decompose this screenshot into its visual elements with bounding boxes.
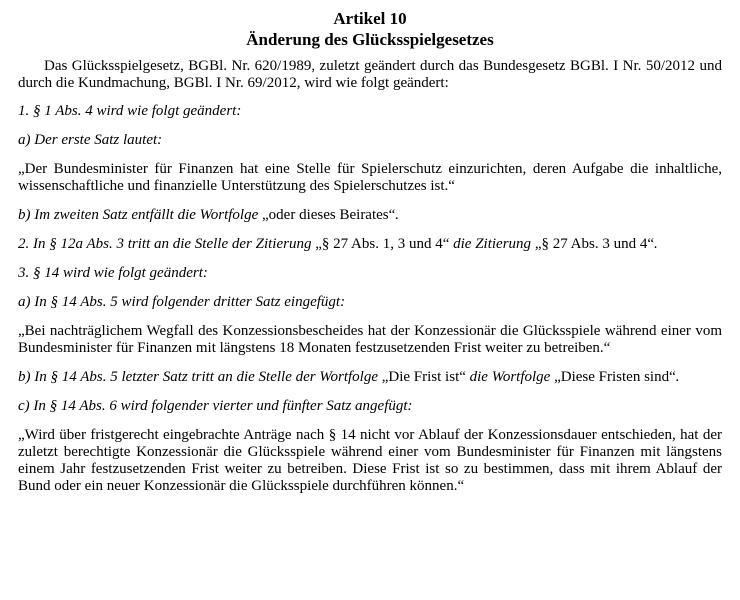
item-3b-end: . <box>675 369 680 385</box>
item-1b <box>18 207 722 224</box>
item-2 <box>18 236 722 253</box>
quote-1a: „Der Bundesminister für Finanzen hat eine Stelle für Spielerschutz einzurichten, deren Aufgabe die inhaltliche, wissenschaftliche und finanzielle Unterstützung des Spielerschutzes ist.“ <box>18 161 722 194</box>
item-1: 1. § 1 Abs. 4 wird wie folgt geändert: <box>18 103 242 119</box>
item-3b-old-phrase: „Die Frist ist“ <box>381 369 466 385</box>
item-3b-mid: die Wortfolge <box>465 369 555 385</box>
article-heading: Artikel 10 <box>333 9 407 28</box>
item-3b-new-phrase: „Diese Fristen sind“ <box>554 369 676 385</box>
item-3b-text: b) In § 14 Abs. 5 letzter Satz tritt an die Stelle der Wortfolge <box>18 369 382 385</box>
item-2-end: . <box>653 236 658 252</box>
item-1a: a) Der erste Satz lautet: <box>18 132 163 148</box>
item-3a: a) In § 14 Abs. 5 wird folgender dritter Satz eingefügt: <box>18 294 346 310</box>
quote-3a: „Bei nachträglichem Wegfall des Konzessionsbescheides hat der Konzessionär die Glücksspiele während einer vom Bundesminister für Finanzen mit längstens 18 Monaten festzusetzenden Frist weiter zu betreiben.“ <box>18 323 722 356</box>
item-1b-end: . <box>395 207 400 223</box>
item-2-new-citation: „§ 27 Abs. 3 und 4“ <box>534 236 654 252</box>
article-subheading: Änderung des Glücksspielgesetzes <box>246 30 494 49</box>
item-1b-text: b) Im zweiten Satz entfällt die Wortfolge <box>18 207 263 223</box>
item-1b-phrase: „oder dieses Beirates“ <box>262 207 396 223</box>
item-2-old-citation: „§ 27 Abs. 1, 3 und 4“ <box>315 236 450 252</box>
item-3b <box>18 369 722 386</box>
quote-3c: „Wird über fristgerecht eingebrachte Anträge nach § 14 nicht vor Ablauf der Konzessionsdauer entschieden, hat der zuletzt berechtigte Konzessionär die Glücksspiele während einer vom Bundesminister für Finanzen mit längstens einem Jahr festzusetzenden Frist weiter zu betreiben. Diese Frist ist so zu bestimmen, dass mit ihrem Ablauf der Bund oder ein neuer Konzessionär die Glücksspiele durchführen können.“ <box>18 427 722 494</box>
item-2-mid: die Zitierung <box>449 236 535 252</box>
item-3: 3. § 14 wird wie folgt geändert: <box>18 265 208 281</box>
item-2-text: 2. In § 12a Abs. 3 tritt an die Stelle der Zitierung <box>18 236 316 252</box>
intro-paragraph: Das Glücksspielgesetz, BGBl. Nr. 620/1989, zuletzt geändert durch das Bundesgesetz BGBl. I Nr. 50/2012 und durch die Kundmachung, BGBl. I Nr. 69/2012, wird wie folgt geändert: <box>18 58 722 91</box>
item-3c: c) In § 14 Abs. 6 wird folgender vierter und fünfter Satz angefügt: <box>18 398 413 414</box>
